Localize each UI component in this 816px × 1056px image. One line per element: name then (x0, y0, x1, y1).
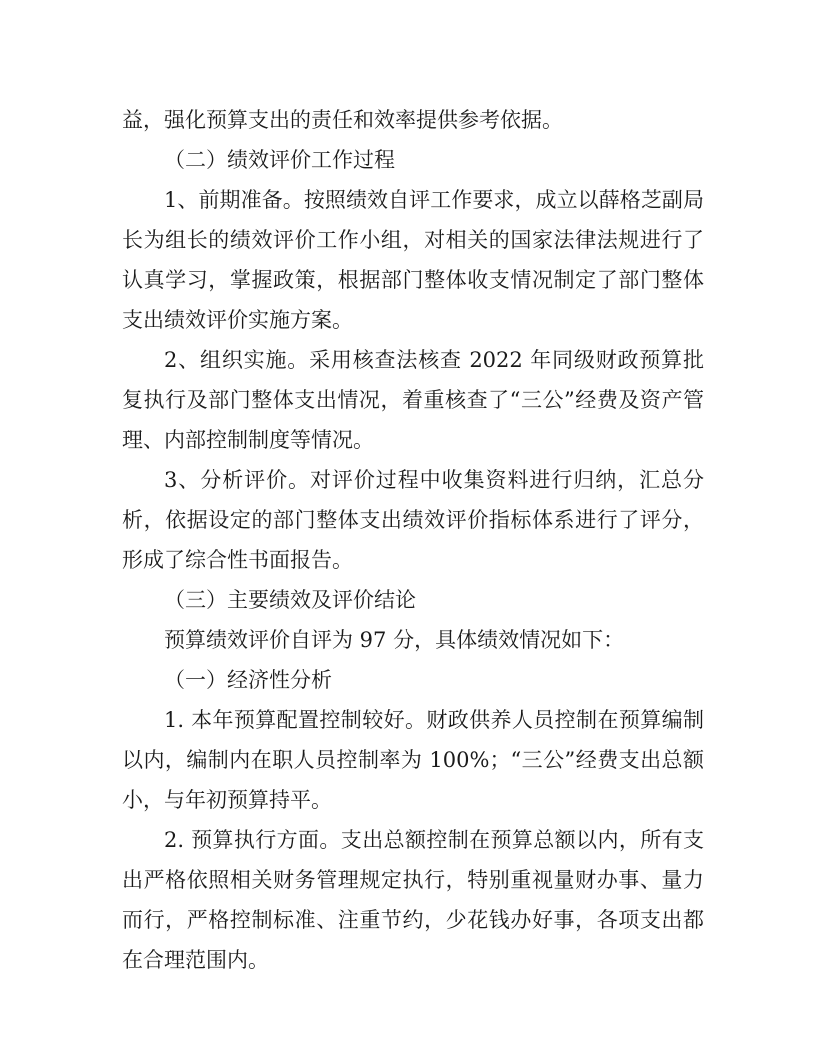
document-body (122, 100, 704, 980)
section-heading-work-process: （二）绩效评价工作过程 (164, 148, 395, 172)
section-heading-economy: （一）经济性分析 (164, 668, 332, 692)
paragraph-continuation: 益，强化预算支出的责任和效率提供参考依据。 (122, 108, 563, 132)
paragraph-budget-execution: 2. 预算执行方面。支出总额控制在预算总额以内，所有支出严格依照相关财务管理规定执行，特别重视量财办事、量力而行，严格控制标准、注重节约，少花钱办好事，各项支出都在合理范围内。 (122, 828, 704, 972)
paragraph-budget-allocation: 1. 本年预算配置控制较好。财政供养人员控制在预算编制以内，编制内在职人员控制率为 100%；“三公”经费支出总额小，与年初预算持平。 (122, 708, 704, 812)
paragraph-preparation: 1、前期准备。按照绩效自评工作要求，成立以薛格芝副局长为组长的绩效评价工作小组，对相关的国家法律法规进行了认真学习，掌握政策，根据部门整体收支情况制定了部门整体支出绩效评价实施方案。 (122, 188, 704, 332)
paragraph-implementation: 2、组织实施。采用核查法核查 2022 年同级财政预算批复执行及部门整体支出情况，着重核查了“三公”经费及资产管理、内部控制制度等情况。 (122, 348, 704, 452)
paragraph-self-score: 预算绩效评价自评为 97 分，具体绩效情况如下： (164, 628, 625, 652)
paragraph-analysis: 3、分析评价。对评价过程中收集资料进行归纳，汇总分析，依据设定的部门整体支出绩效评价指标体系进行了评分，形成了综合性书面报告。 (122, 468, 704, 572)
section-heading-conclusions: （三）主要绩效及评价结论 (164, 588, 416, 612)
